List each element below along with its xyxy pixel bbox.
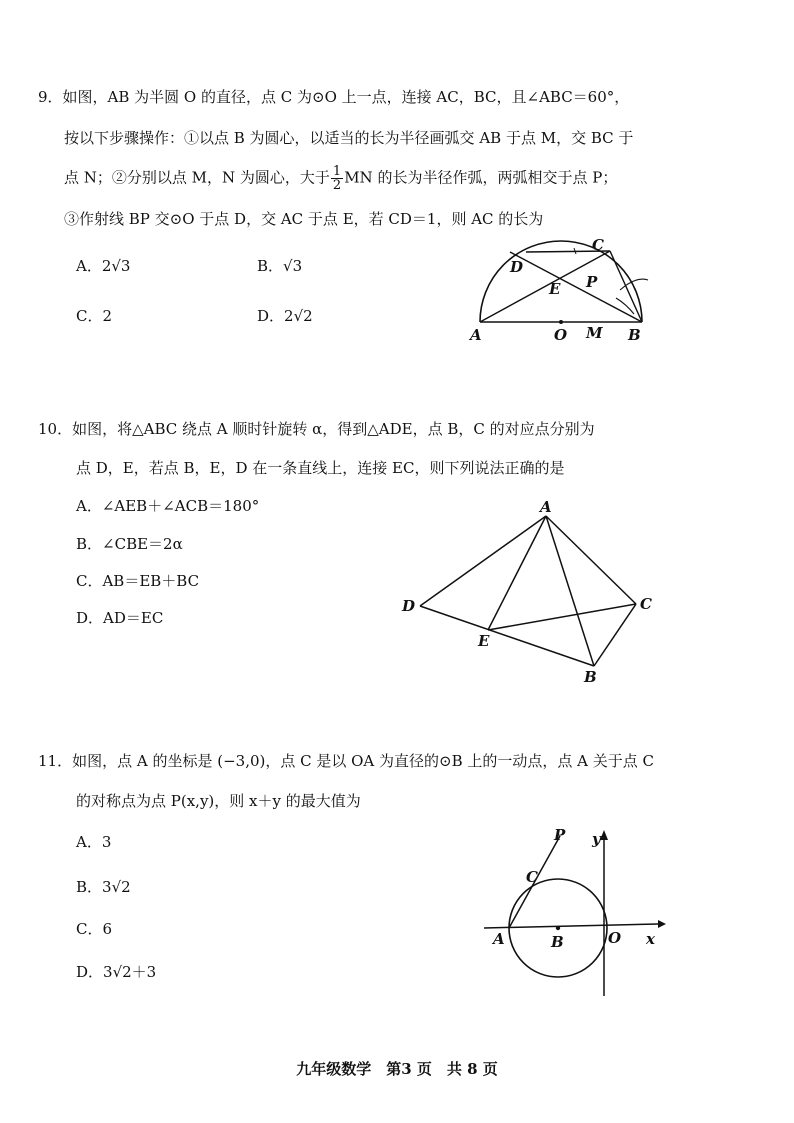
point-o [559,320,563,324]
q11-option-d: D．3√2＋3 [76,963,157,981]
q11-line-1: 11．如图，点 A 的坐标是 (−3,0)，点 C 是以 OA 为直径的⊙B 上的一动点，点 A 关于点 C [38,752,655,770]
center-b [556,926,560,930]
label-a: A [493,930,505,948]
label-x: x [646,930,655,948]
q9-line-3b: MN 的长为半径作弧，两弧相交于点 P； [344,168,618,187]
label-d: D [510,258,524,276]
line-dbe [420,606,594,666]
label-y: y [592,830,601,848]
segment-ec [488,604,636,630]
q10-option-b: B．∠CBE＝2α [76,535,183,553]
label-o: O [554,326,568,344]
label-p: P [586,273,598,291]
label-e: E [549,280,561,298]
q11-line-2: 的对称点为点 P(x,y)，则 x＋y 的最大值为 [76,792,361,810]
fraction-numerator: 1 [332,164,342,179]
q9-semicircle-figure [466,232,666,350]
label-a: A [540,498,552,516]
q10-option-d: D．AD＝EC [76,609,164,627]
label-o: O [608,929,622,947]
segment-ae [488,516,546,630]
label-p: P [554,826,566,844]
q9-option-b: B．√3 [257,257,303,275]
q9-option-d: D．2√2 [257,307,313,325]
label-e: E [478,632,490,650]
y-axis-arrow-icon [600,830,608,840]
ray-bp [510,252,642,322]
q11-coordinate-figure [480,820,680,1005]
label-m: M [586,324,603,342]
q9-line-1: 9．如图，AB 为半圆 O 的直径，点 C 为⊙O 上一点，连接 AC，BC，且∠ABC＝60°， [38,88,630,106]
q9-line-2: 按以下步骤操作：①以点 B 为圆心，以适当的长为半径画弧交 AB 于点 M，交 BC 于 [64,129,634,147]
page-footer: 九年级数学 第3 页 共 8 页 [296,1060,498,1078]
q10-line-2: 点 D，E，若点 B，E，D 在一条直线上，连接 EC，则下列说法正确的是 [76,459,565,477]
label-b: B [628,326,641,344]
q9-line-3a: 点 N；②分别以点 M，N 为圆心，大于 [64,168,330,187]
segment-bc [594,604,636,666]
q10-option-a: A．∠AEB＋∠ACB＝180° [76,497,260,515]
q9-option-a: A．2√3 [76,257,131,275]
label-b: B [584,668,597,686]
segment-ad [420,516,546,606]
q10-option-c: C．AB＝EB＋BC [76,572,200,590]
q11-option-c: C．6 [76,920,113,938]
label-a: A [470,326,482,344]
arc-mark-lower [616,298,634,314]
segment-bc [610,251,642,322]
q11-option-b: B．3√2 [76,878,131,896]
x-axis-arrow-icon [658,920,666,928]
label-c: C [640,595,652,613]
label-c: C [592,236,604,254]
q9-line-3 [64,165,617,192]
fraction-half [331,165,343,192]
q10-rotation-figure [396,496,666,686]
q9-option-c: C．2 [76,307,113,325]
label-d: D [402,597,416,615]
label-b: B [551,933,564,951]
q11-option-a: A．3 [76,833,112,851]
q9-line-4: ③作射线 BP 交⊙O 于点 D，交 AC 于点 E，若 CD＝1，则 AC 的长为 [64,210,544,228]
label-c: C [526,868,538,886]
fraction-denominator: 2 [332,178,342,193]
q10-line-1: 10．如图，将△ABC 绕点 A 顺时针旋转 α，得到△ADE，点 B，C 的对应点分别为 [38,420,595,438]
